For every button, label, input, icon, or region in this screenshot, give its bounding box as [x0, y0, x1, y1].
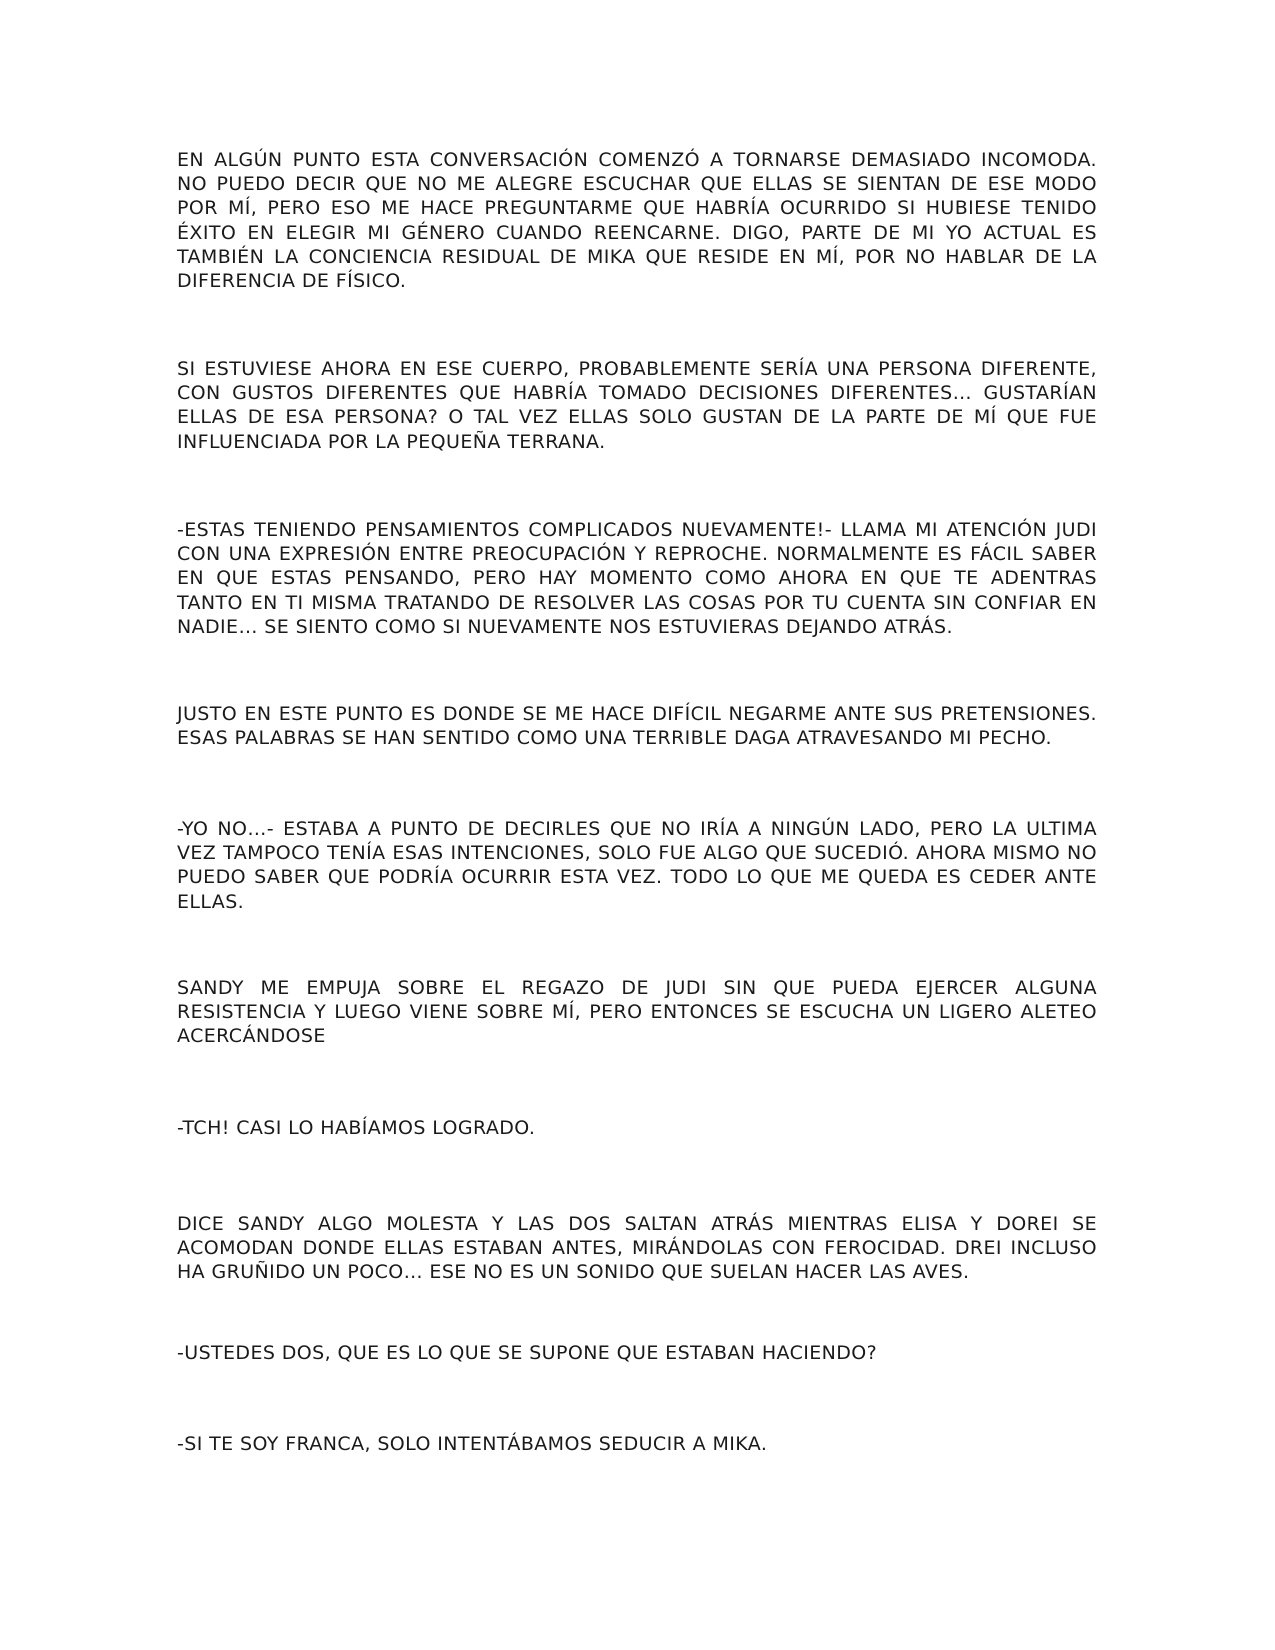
paragraph: -ESTAS TENIENDO PENSAMIENTOS COMPLICADOS NUEVAMENTE!- LLAMA MI ATENCIÓN JUDI CON UNA EXPRESIÓN ENTRE PREOCUPACIÓN Y REPROCHE. NORMALMENTE ES FÁCIL SABER EN QUE ESTAS PENSANDO, PERO HAY MOMENTO COMO AHORA EN QUE TE ADENTRAS TANTO EN TI MISMA TRATANDO DE RESOLVER LAS COSAS POR TU CUENTA SIN CONFIAR EN NADIE… SE SIENTO COMO SI NUEVAMENTE NOS ESTUVIERAS DEJANDO ATRÁS.: [177, 519, 1097, 638]
paragraph: -YO NO…- ESTABA A PUNTO DE DECIRLES QUE NO IRÍA A NINGÚN LADO, PERO LA ULTIMA VEZ TAMPOCO TENÍA ESAS INTENCIONES, SOLO FUE ALGO QUE SUCEDIÓ. AHORA MISMO NO PUEDO SABER QUE PODRÍA OCURRIR ESTA VEZ. TODO LO QUE ME QUEDA ES CEDER ANTE ELLAS.: [177, 818, 1097, 913]
paragraph: -SI TE SOY FRANCA, SOLO INTENTÁBAMOS SEDUCIR A MIKA.: [177, 1433, 768, 1455]
paragraph: DICE SANDY ALGO MOLESTA Y LAS DOS SALTAN ATRÁS MIENTRAS ELISA Y DOREI SE ACOMODAN DONDE ELLAS ESTABAN ANTES, MIRÁNDOLAS CON FEROCIDAD. DREI INCLUSO HA GRUÑIDO UN POCO… ESE NO ES UN SONIDO QUE SUELAN HACER LAS AVES.: [177, 1213, 1097, 1284]
paragraph: JUSTO EN ESTE PUNTO ES DONDE SE ME HACE DIFÍCIL NEGARME ANTE SUS PRETENSIONES. ESAS PALABRAS SE HAN SENTIDO COMO UNA TERRIBLE DAGA ATRAVESANDO MI PECHO.: [177, 703, 1097, 750]
paragraph: -TCH! CASI LO HABÍAMOS LOGRADO.: [177, 1117, 536, 1139]
paragraph: -USTEDES DOS, QUE ES LO QUE SE SUPONE QUE ESTABAN HACIENDO?: [177, 1342, 878, 1364]
paragraph: SI ESTUVIESE AHORA EN ESE CUERPO, PROBABLEMENTE SERÍA UNA PERSONA DIFERENTE, CON GUSTOS DIFERENTES QUE HABRÍA TOMADO DECISIONES DIFERENTES… GUSTARÍAN ELLAS DE ESA PERSONA? O TAL VEZ ELLAS SOLO GUSTAN DE LA PARTE DE MÍ QUE FUE INFLUENCIADA POR LA PEQUEÑA TERRANA.: [177, 358, 1097, 453]
paragraph: EN ALGÚN PUNTO ESTA CONVERSACIÓN COMENZÓ A TORNARSE DEMASIADO INCOMODA. NO PUEDO DECIR QUE NO ME ALEGRE ESCUCHAR QUE ELLAS SE SIENTAN DE ESE MODO POR MÍ, PERO ESO ME HACE PREGUNTARME QUE HABRÍA OCURRIDO SI HUBIESE TENIDO ÉXITO EN ELEGIR MI GÉNERO CUANDO REENCARNE. DIGO, PARTE DE MI YO ACTUAL ES TAMBIÉN LA CONCIENCIA RESIDUAL DE MIKA QUE RESIDE EN MÍ, POR NO HABLAR DE LA DIFERENCIA DE FÍSICO.: [177, 149, 1097, 293]
paragraph: SANDY ME EMPUJA SOBRE EL REGAZO DE JUDI SIN QUE PUEDA EJERCER ALGUNA RESISTENCIA Y LUEGO VIENE SOBRE MÍ, PERO ENTONCES SE ESCUCHA UN LIGERO ALETEO ACERCÁNDOSE: [177, 977, 1097, 1048]
